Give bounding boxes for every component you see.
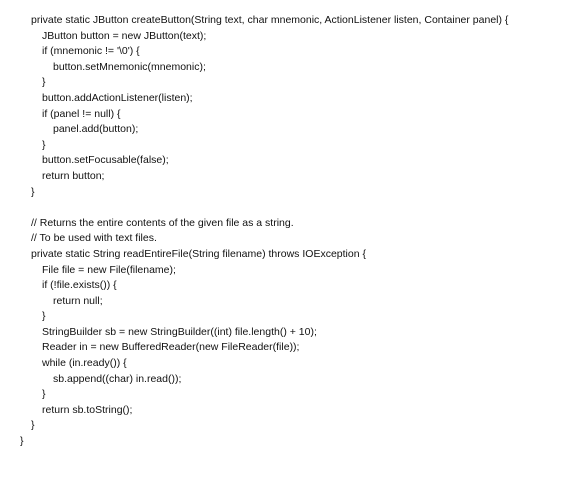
code-line: sb.append((char) in.read());: [53, 372, 182, 385]
code-line-blank: [0, 200, 563, 216]
code-line: }: [42, 76, 46, 89]
code-line: button.setMnemonic(mnemonic);: [53, 60, 206, 73]
code-line: Reader in = new BufferedReader(new FileReader(file));: [42, 341, 300, 354]
code-line: }: [31, 419, 35, 432]
code-line: return null;: [53, 294, 103, 307]
code-listing: [0, 13, 563, 450]
code-line: button.addActionListener(listen);: [42, 91, 193, 104]
code-line: button.setFocusable(false);: [42, 154, 169, 167]
code-line: File file = new File(filename);: [42, 263, 176, 276]
code-line: }: [42, 310, 46, 323]
code-line: private static JButton createButton(String text, char mnemonic, ActionListener listen, Container panel) {: [31, 14, 509, 26]
code-line: return button;: [42, 169, 105, 182]
code-line: while (in.ready()) {: [42, 357, 127, 370]
code-line: if (!file.exists()) {: [42, 279, 117, 292]
code-line: }: [42, 138, 46, 151]
code-line: if (panel != null) {: [42, 107, 121, 120]
code-comment: // To be used with text files.: [31, 232, 157, 245]
code-line: }: [31, 185, 35, 198]
code-line: }: [20, 435, 24, 448]
code-line: return sb.toString();: [42, 403, 133, 416]
code-line: if (mnemonic != '\0') {: [42, 45, 140, 58]
code-comment: // Returns the entire contents of the given file as a string.: [31, 216, 294, 229]
code-line: JButton button = new JButton(text);: [42, 29, 207, 42]
code-line: private static String readEntireFile(String filename) throws IOException {: [31, 247, 366, 260]
code-line: StringBuilder sb = new StringBuilder((int) file.length() + 10);: [42, 325, 317, 338]
code-line: panel.add(button);: [53, 123, 139, 136]
code-line: }: [42, 388, 46, 401]
